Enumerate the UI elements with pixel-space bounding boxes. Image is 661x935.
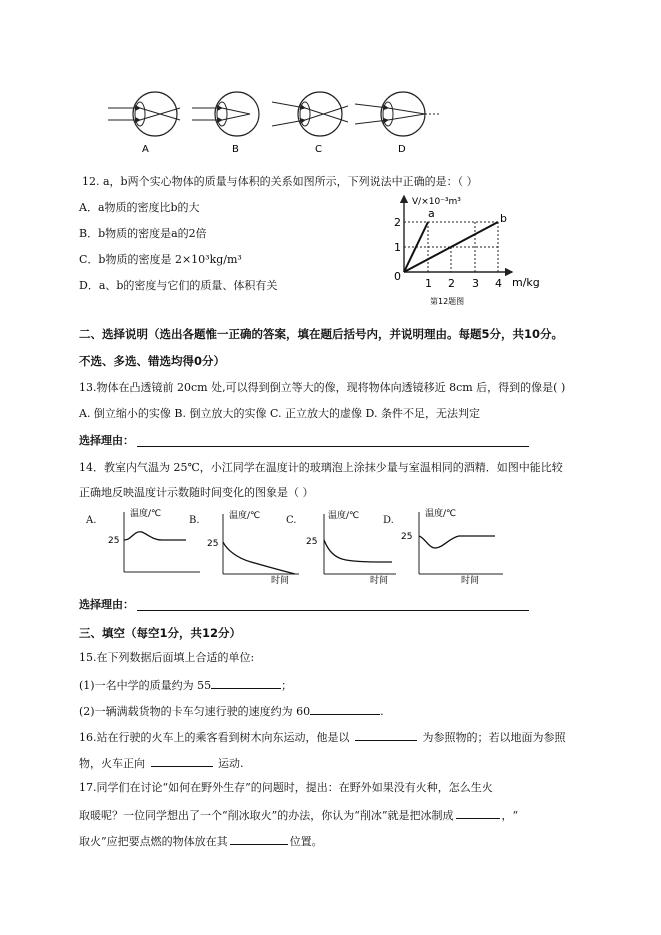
q13-reason-label: 选择理由： [79,434,134,447]
q12-x-tick-3: 3 [472,277,479,290]
q14-c-tick: 25 [306,537,318,547]
q14-a-tick: 25 [108,536,120,546]
q17-line2-a: 取暖呢？一位同学想出了一个“削冰取火”的办法，你认为“削冰”就是把冰制成 [79,809,454,822]
q14-b-xlabel: 时间 [271,576,290,584]
q15-stem: 15.在下列数据后面填上合适的单位: [79,651,255,664]
q12-y-tick-2: 2 [394,216,401,229]
q16-line2-b: 运动. [218,757,244,770]
q14-option-b: B. [189,515,200,526]
q14-d-xlabel: 时间 [461,576,480,584]
q14-b-ylabel: 温度/℃ [229,511,261,521]
q12-x-tick-4: 4 [495,277,502,290]
q14-graph-d [383,506,503,586]
q14-b-tick: 25 [207,539,219,549]
q16-line2-a: 物，火车正向 [79,757,145,770]
eye-label-c: C [315,144,322,155]
q13-reason-line[interactable] [137,446,529,447]
q12-x-tick-2: 2 [448,277,455,290]
q15-item1-text: (1)一名中学的质量约为 55 [79,679,212,692]
line-label-a: a [428,207,435,220]
q16-line1-b: 为参照物的；若以地面为参照 [422,731,566,744]
q17-line3 [79,833,323,849]
q16-line1 [79,729,566,745]
line-label-b: b [500,212,507,225]
q12-x-axis-label: m/kg [512,276,540,289]
q14-reason-label: 选择理由： [79,598,134,611]
q15-item1 [79,677,292,693]
q14-graph-b [189,506,299,586]
q14-reason-line[interactable] [137,610,529,611]
eye-diagram-a [108,92,180,155]
q14-d-tick: 25 [401,532,413,542]
q17-line2 [79,807,518,823]
q14-graphs [86,506,586,586]
q17-line2-b: ，“ [501,809,519,822]
q17-blank-1[interactable] [456,807,500,819]
q15-item2-text: (2)一辆满载货物的卡车匀速行驶的速度约为 60 [79,705,311,718]
eye-diagram-b [192,92,259,155]
q14-c-xlabel: 时间 [370,576,389,584]
q14-option-a: A. [86,515,97,526]
eye-label-b: B [232,144,239,155]
q16-blank-1[interactable] [355,729,417,741]
q17-line3-a: 取火”应把要点燃的物体放在其 [79,835,228,848]
q13-stem: 13.物体在凸透镜前 20cm 处,可以得到倒立等大的像，现将物体向透镜移近 8cm 后，得到的像是( ) [79,381,566,394]
q14-graph-a [86,506,196,586]
eye-diagrams [100,86,450,158]
q17-blank-2[interactable] [230,833,288,845]
section3-heading: 三、填空（每空1分，共12分） [79,626,242,640]
eye-diagram-c [272,92,348,155]
q12-y-tick-1: 1 [394,241,401,254]
q16-line1-a: 16.站在行驶的火车上的乘客看到树木向东运动，他是以 [79,731,350,744]
q15-item1-end: ； [281,679,293,692]
q12-option-b: B．b物质的密度是a的2倍 [79,227,207,240]
q15-item2 [79,703,384,719]
q15-item2-end: . [380,705,384,718]
section2-heading-line1: 二、选择说明（选出各题惟一正确的答案，填在题后括号内，并说明理由。每题5分，共10分。 [79,327,564,341]
q17-line1: 17.同学们在讨论“如何在野外生存”的问题时，提出：在野外如果没有火种，怎么生火 [79,781,493,794]
q12-y-axis-label: V/×10⁻³m³ [412,197,461,207]
q14-c-ylabel: 温度/℃ [328,511,360,521]
q16-line2 [79,755,244,771]
q14-stem-line2: 正确地反映温度计示数随时间变化的图象是（ ） [79,486,314,499]
q12-option-a: A．a物质的密度比b的大 [79,201,200,214]
q16-blank-2[interactable] [151,755,213,767]
q12-density-graph [390,190,550,310]
q14-option-c: C. [286,515,297,526]
q15-blank-1[interactable] [211,677,281,689]
q14-a-ylabel: 温度/℃ [130,509,162,519]
q14-graph-c [286,506,396,586]
q15-blank-2[interactable] [310,703,380,715]
eye-label-d: D [398,144,406,155]
q12-option-d: D．a、b的密度与它们的质量、体积有关 [79,279,278,292]
q13-options: A. 倒立缩小的实像 B. 倒立放大的实像 C. 正立放大的虚像 D. 条件不足，无法判定 [79,407,480,420]
q14-option-d: D. [383,515,394,526]
q17-line3-b: 位置。 [289,835,323,848]
q14-d-ylabel: 温度/℃ [425,509,457,519]
eye-label-a: A [142,144,149,155]
q12-x-tick-1: 1 [425,277,432,290]
q14-stem-line1: 14．教室内气温为 25℃，小江同学在温度计的玻璃泡上涂抹少量与室温相同的酒精．如图中能比较 [79,461,563,474]
q12-option-c: C．b物质的密度是 2×10³kg/m³ [79,253,242,266]
eye-diagram-d [355,92,440,155]
q12-stem: 12. a，b两个实心物体的质量与体积的关系如图所示，下列说法中正确的是：（ ） [82,175,478,188]
q12-graph-caption: 第12题图 [430,297,465,306]
q12-origin: 0 [394,270,401,283]
section2-heading-line2: 不选、多选、错选均得0分） [79,354,226,368]
